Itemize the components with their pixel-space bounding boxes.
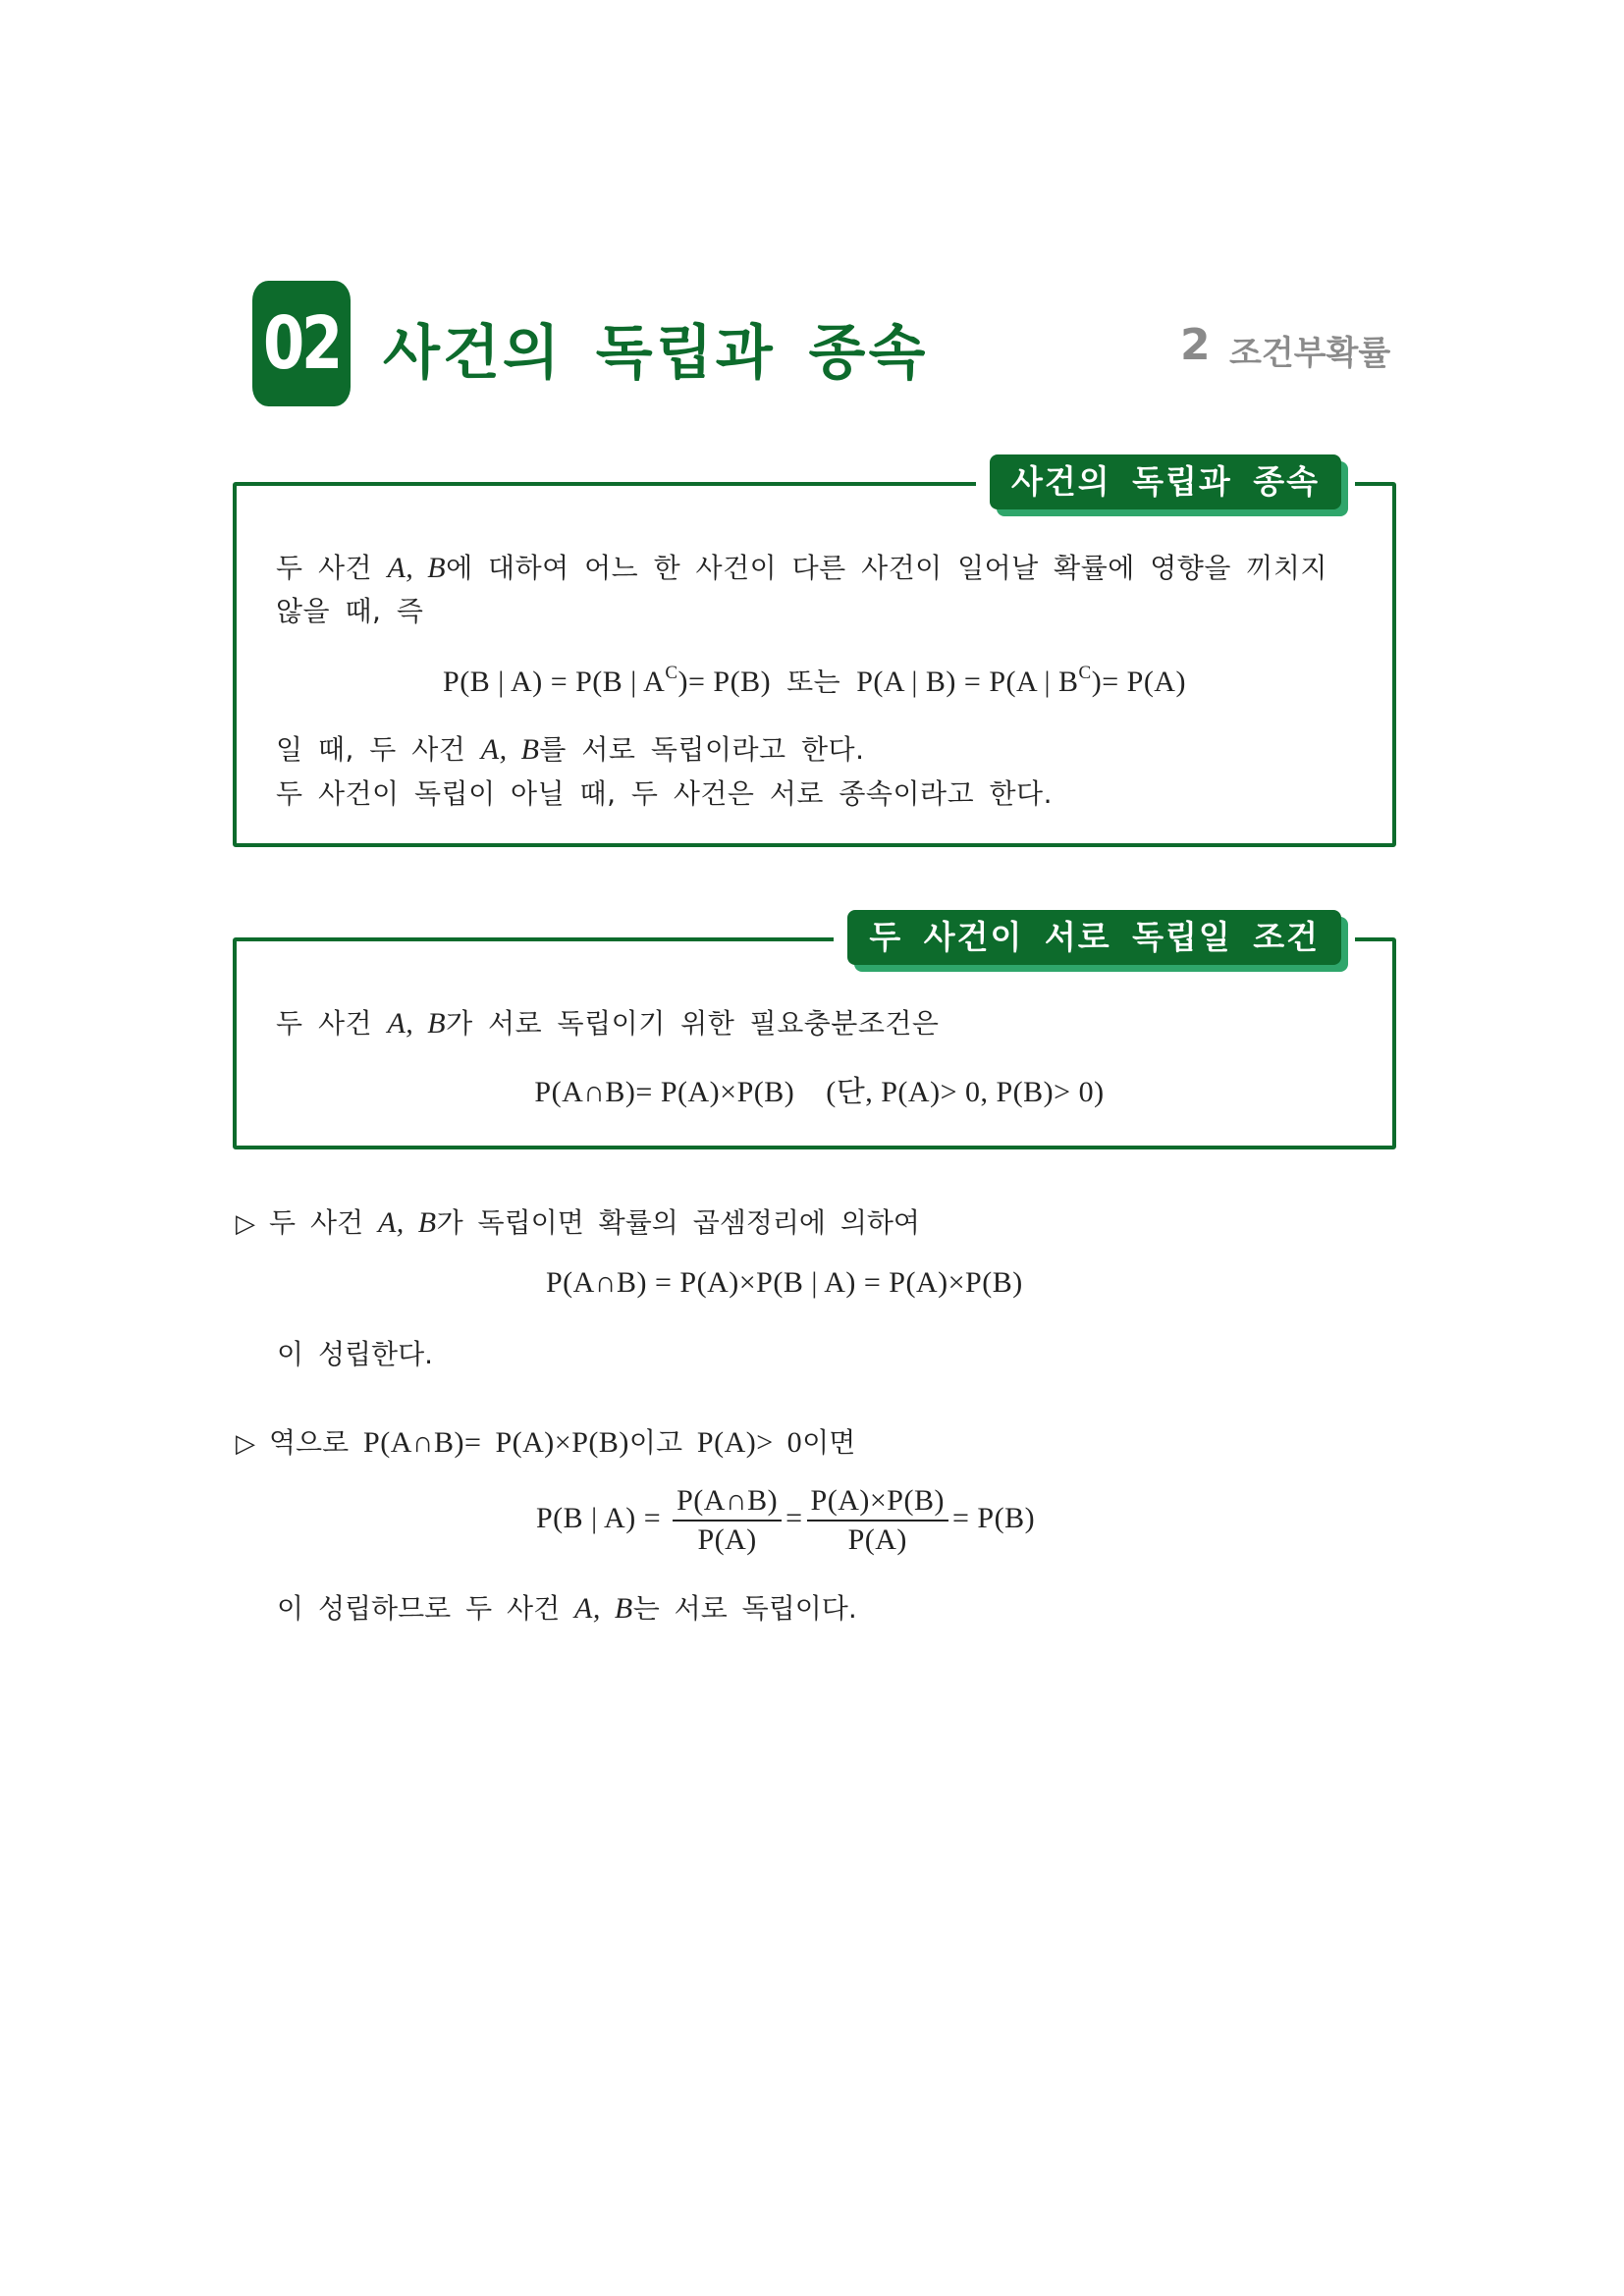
- condition-box: [233, 918, 1396, 1149]
- definition-box-independence: [233, 462, 1396, 847]
- box2-line1: 두 사건 A, B가 서로 독립이기 위한 필요충분조건은: [276, 1007, 940, 1040]
- bullet-2: ▷ 역으로 P(A∩B)= P(A)×P(B)이고 P(A)> 0이면: [236, 1426, 856, 1459]
- box1-line3: 일 때, 두 사건 A, B를 서로 독립이라고 한다.: [276, 733, 865, 766]
- box2-condition: (단, P(A)> 0, P(B)> 0): [826, 1076, 1105, 1108]
- box2-formula: P(A∩B)= P(A)×P(B) (단, P(A)> 0, P(B)> 0): [534, 1076, 1105, 1108]
- box1-line4: 두 사건이 독립이 아닐 때, 두 사건은 서로 종속이라고 한다.: [276, 777, 1054, 810]
- bullet-1-formula: P(A∩B) = P(A)×P(B | A) = P(A)×P(B): [546, 1266, 1023, 1299]
- page-title: 사건의 독립과 종속: [383, 319, 929, 388]
- box1-line2: 않을 때, 즉: [276, 595, 424, 627]
- box-title-independence: 사건의 독립과 종속: [990, 454, 1341, 509]
- bullet-2-formula: P(B | A) = $\frac{P(A\cap B)}{P(A)}$ = $\frac{P(A)\times P(B)}{P(A)}$ = P(B): [536, 1484, 1036, 1556]
- triangle-bullet-icon: ▷: [236, 1209, 255, 1239]
- box-title-condition: 두 사건이 서로 독립일 조건: [847, 910, 1341, 965]
- box1-formula: P(B | A) = P(B | $A^C)= P(B)$ 또는 P(A | B) = P(A | $B^C)= P(A)$: [443, 663, 1186, 698]
- box-title-wrap: [976, 454, 1355, 509]
- bullet-2-conclusion: 이 성립하므로 두 사건 A, B는 서로 독립이다.: [277, 1592, 857, 1625]
- bullet-1-conclusion: 이 성립한다.: [277, 1338, 434, 1370]
- section-number: 02: [263, 301, 340, 386]
- section-number-badge: [252, 281, 351, 406]
- fraction-2: $\frac{P(A)\times P(B)}{P(A)}$: [807, 1484, 948, 1557]
- bullet-1: ▷ 두 사건 A, B가 독립이면 확률의 곱셈정리에 의하여: [236, 1206, 920, 1239]
- fraction-1: $\frac{P(A\cap B)}{P(A)}$: [673, 1484, 782, 1557]
- chapter-number: 2: [1180, 320, 1211, 370]
- chapter-title: 조건부확률: [1229, 334, 1391, 373]
- var-a-b: A, B: [387, 552, 447, 584]
- box1-line1: 두 사건 A, B에 대하여 어느 한 사건이 다른 사건이 일어날 확률에 영향을 끼치지: [276, 552, 1327, 584]
- box-title-wrap: [834, 910, 1355, 965]
- triangle-bullet-icon: ▷: [236, 1429, 255, 1459]
